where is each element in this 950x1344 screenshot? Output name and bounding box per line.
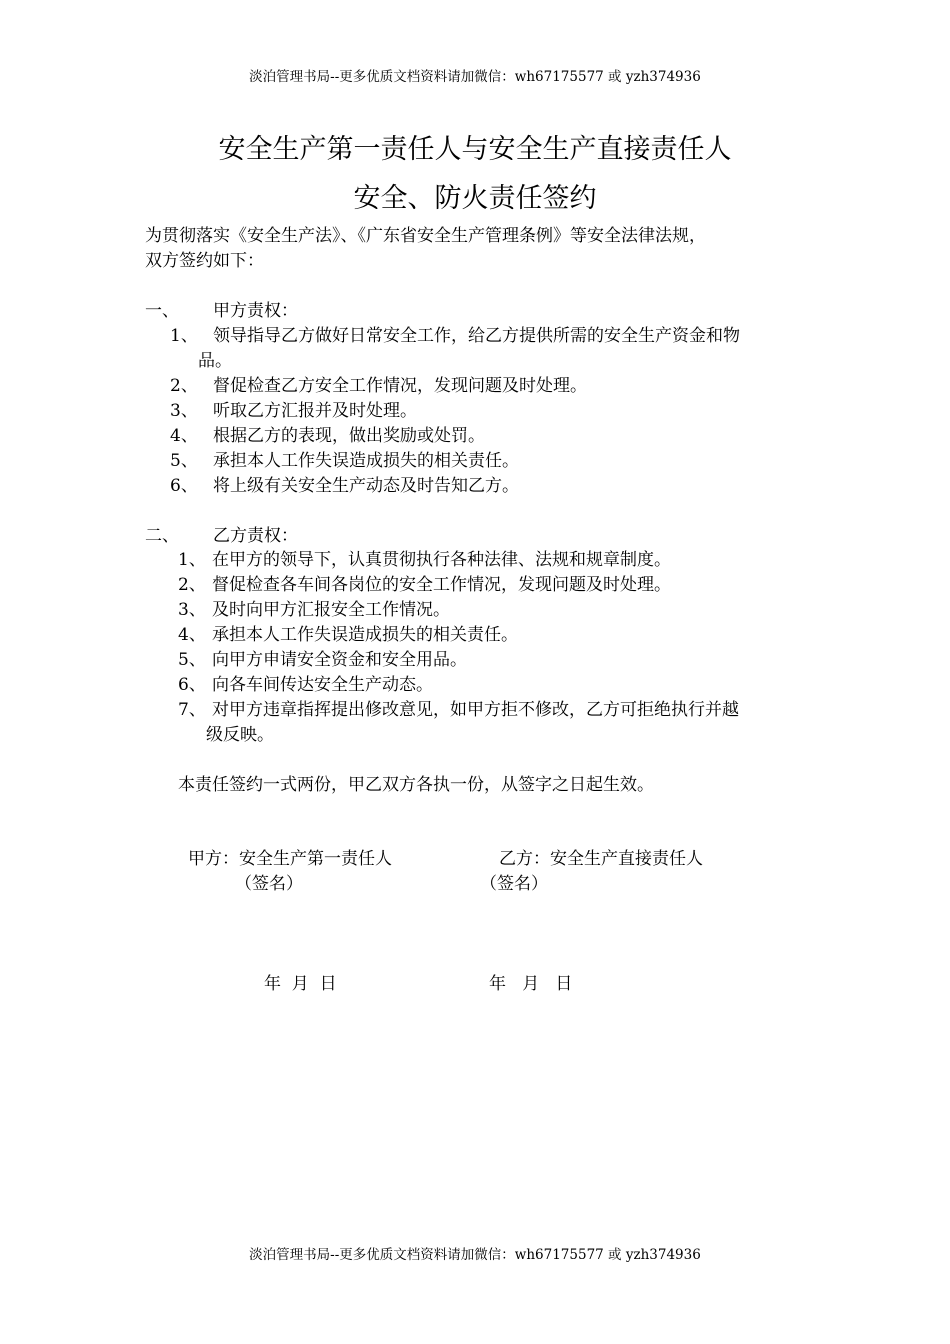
item-text: 向各车间传达安全生产动态。 — [212, 675, 433, 695]
item-number: 1、 — [178, 550, 206, 570]
party-a-label: 甲方：安全生产第一责任人 — [188, 849, 392, 869]
item-text: 对甲方违章指挥提出修改意见，如甲方拒不修改，乙方可拒绝执行并越 — [212, 700, 739, 720]
party-a-date: 年 月 日 — [264, 974, 337, 994]
section-2-item-continuation: 级反映。 — [206, 725, 274, 745]
item-text: 听取乙方汇报并及时处理。 — [213, 401, 417, 421]
item-number: 2、 — [170, 376, 198, 396]
intro-line-1: 为贯彻落实《安全生产法》、《广东省安全生产管理条例》等安全法律法规， — [145, 226, 706, 246]
party-b-label: 乙方：安全生产直接责任人 — [499, 849, 703, 869]
item-text: 承担本人工作失误造成损失的相关责任。 — [212, 625, 518, 645]
item-text: 承担本人工作失误造成损失的相关责任。 — [213, 451, 519, 471]
item-number: 6、 — [178, 675, 206, 695]
intro-line-2: 双方签约如下： — [145, 251, 264, 271]
item-number: 3、 — [170, 401, 198, 421]
item-text: 及时向甲方汇报安全工作情况。 — [212, 600, 450, 620]
item-text: 督促检查乙方安全工作情况，发现问题及时处理。 — [213, 376, 587, 396]
item-number: 4、 — [170, 426, 198, 446]
section-1-item-continuation: 品。 — [198, 351, 232, 371]
section-2-number: 二、 — [145, 526, 179, 546]
item-number: 1、 — [170, 326, 198, 346]
item-text: 督促检查各车间各岗位的安全工作情况，发现问题及时处理。 — [212, 575, 671, 595]
item-number: 7、 — [178, 700, 206, 720]
item-number: 2、 — [178, 575, 206, 595]
party-b-signature: （签名） — [480, 874, 548, 894]
item-text: 领导指导乙方做好日常安全工作，给乙方提供所需的安全生产资金和物 — [213, 326, 740, 346]
section-1-number: 一、 — [145, 301, 179, 321]
page-header: 淡泊管理书局--更多优质文档资料请加微信：wh67175577 或 yzh374936 — [249, 69, 701, 85]
item-number: 5、 — [178, 650, 206, 670]
item-text: 将上级有关安全生产动态及时告知乙方。 — [213, 476, 519, 496]
party-a-signature: （签名） — [235, 874, 303, 894]
item-text: 在甲方的领导下，认真贯彻执行各种法律、法规和规章制度。 — [212, 550, 671, 570]
item-number: 4、 — [178, 625, 206, 645]
item-text: 根据乙方的表现，做出奖励或处罚。 — [213, 426, 485, 446]
item-number: 3、 — [178, 600, 206, 620]
document-title-line-1: 安全生产第一责任人与安全生产直接责任人 — [218, 134, 732, 165]
page-footer: 淡泊管理书局--更多优质文档资料请加微信：wh67175577 或 yzh374936 — [249, 1247, 701, 1263]
party-b-date: 年 月 日 — [489, 974, 573, 994]
document-title-line-2: 安全、防火责任签约 — [353, 183, 597, 214]
section-1-heading: 甲方责权： — [213, 301, 298, 321]
item-text: 向甲方申请安全资金和安全用品。 — [212, 650, 467, 670]
section-2-heading: 乙方责权： — [213, 526, 298, 546]
closing-statement: 本责任签约一式两份，甲乙双方各执一份，从签字之日起生效。 — [178, 775, 654, 795]
item-number: 6、 — [170, 476, 198, 496]
item-number: 5、 — [170, 451, 198, 471]
